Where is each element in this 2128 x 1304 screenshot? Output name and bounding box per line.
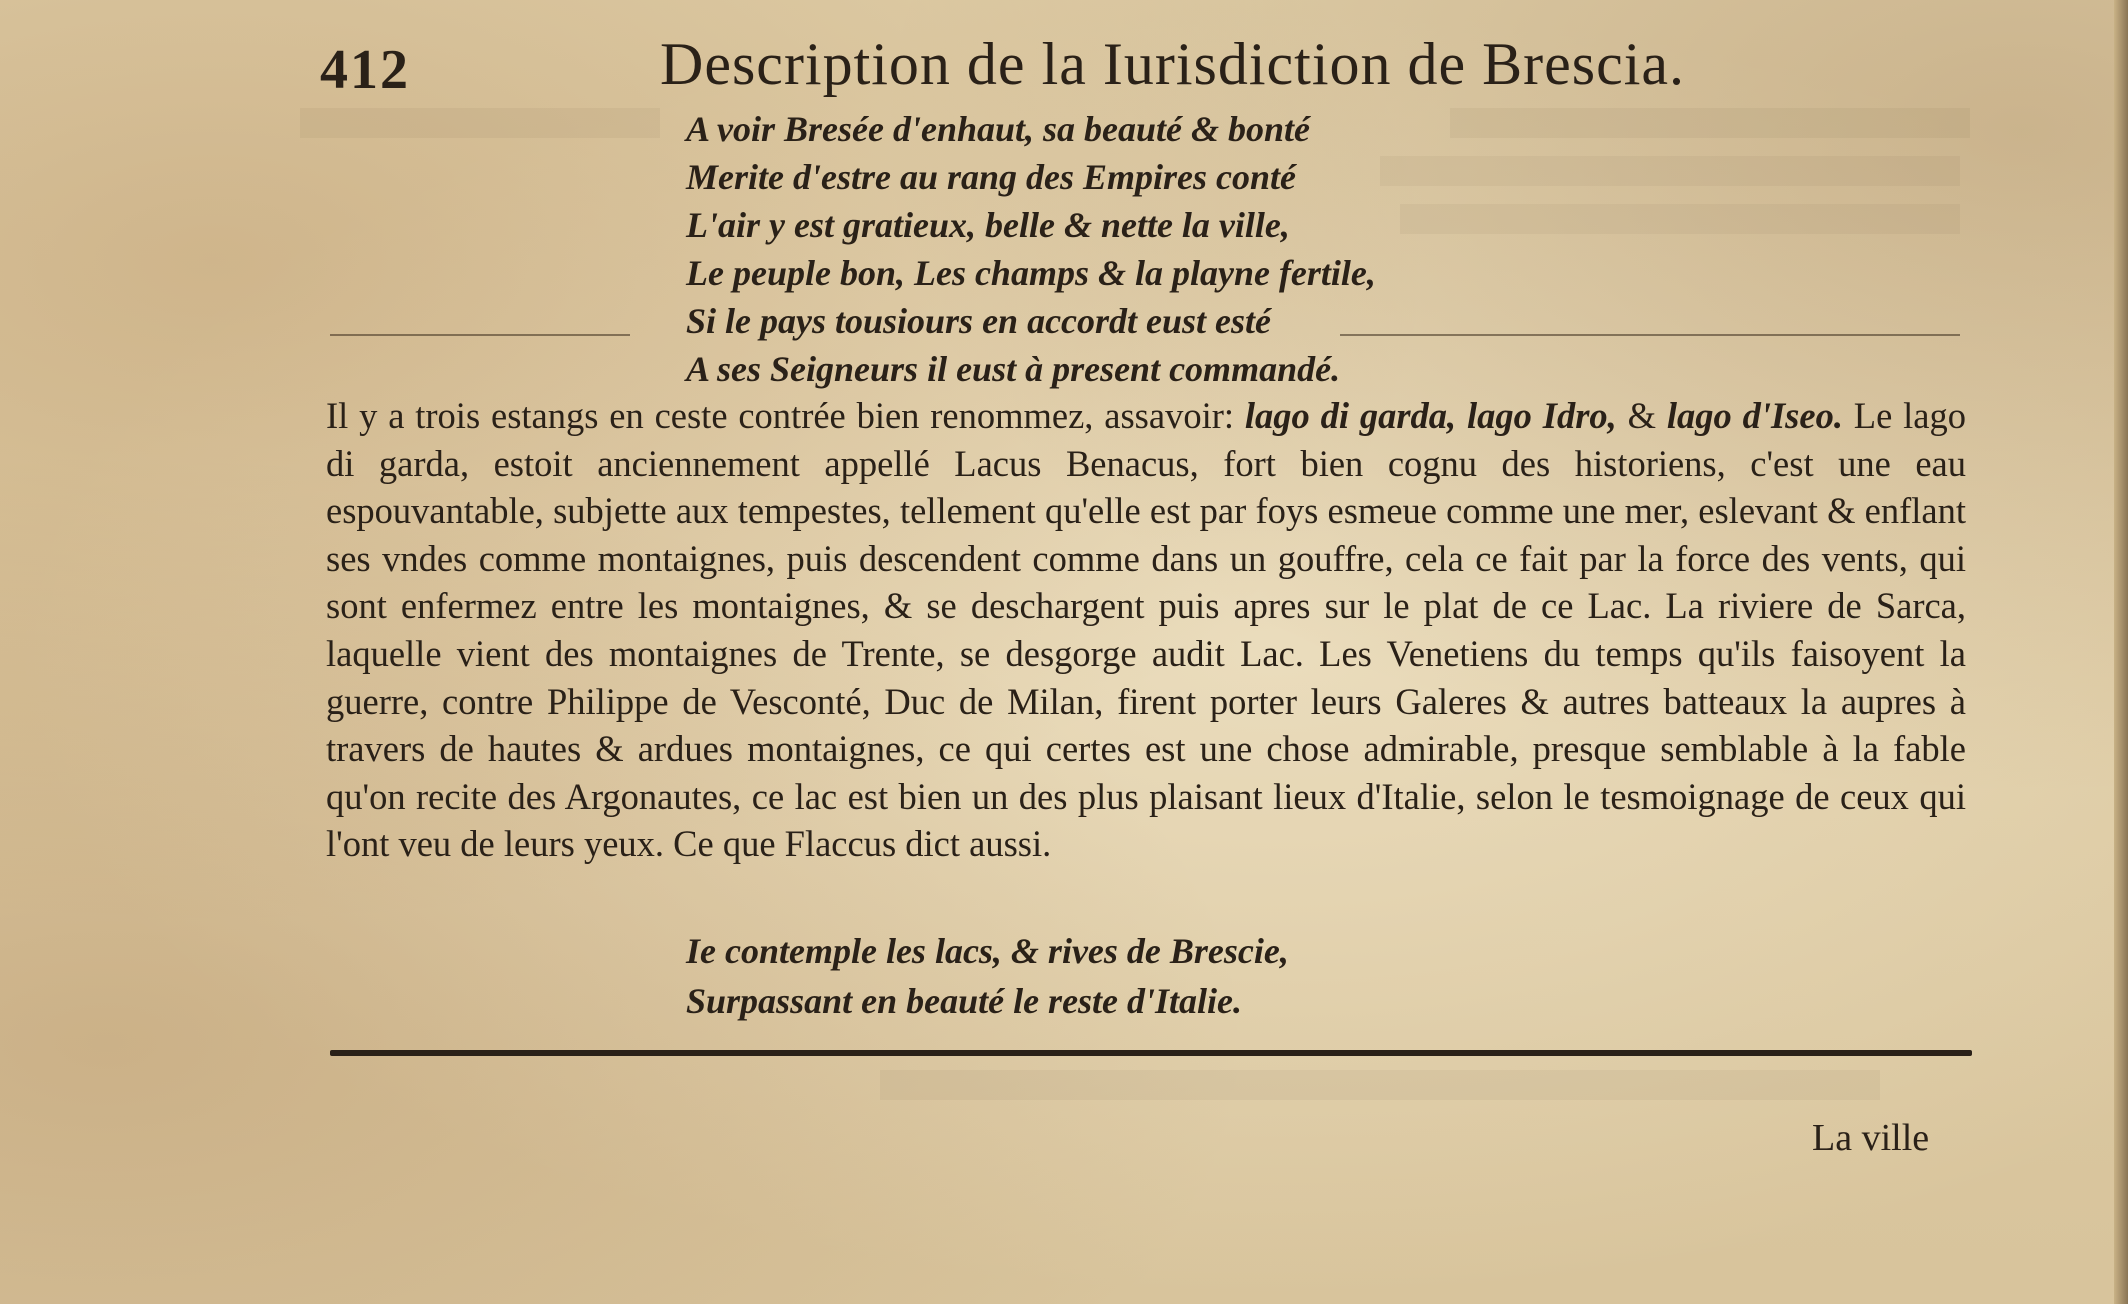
dashed-rule <box>1340 334 1960 336</box>
main-paragraph <box>326 392 1966 868</box>
section-divider <box>330 1050 1972 1056</box>
bleed-through-mark <box>880 1070 1880 1100</box>
catchword: La ville <box>1812 1117 1930 1159</box>
bleed-through-mark <box>300 108 660 138</box>
running-head <box>320 30 1686 110</box>
verse-line: Ie contemple les lacs, & rives de Brescie, <box>686 931 1289 971</box>
dashed-rule <box>330 334 630 336</box>
page-number: 412 <box>320 39 410 101</box>
lake-names: lago di garda, lago Idro, <box>1244 395 1628 436</box>
page-edge <box>2114 0 2128 1304</box>
paragraph-intro: Il y a trois estangs en ceste contrée bien renommez, assavoir: <box>326 395 1245 436</box>
verse-line: Si le pays tousiours en accordt eust esté <box>686 301 1272 341</box>
bleed-through-mark <box>1380 156 1960 186</box>
lake-names-conjunction: & <box>1627 395 1667 436</box>
lake-name-last: lago d'Iseo. <box>1666 395 1843 436</box>
paragraph-body: Le lago di garda, estoit anciennement appellé Lacus Benacus, fort bien cognu des historiens, c'est une eau espouvantable, subjette aux tempestes, tellement qu'elle est par foys esmeue comme une mer, eslevant & enflant ses vndes comme montaignes, puis descendent comme dans un gouffre, cela ce fait par la force des vents, qui sont enfermez entre les montaignes, & se deschargent puis apres sur le plat de ce Lac. La riviere de Sarca, laquelle vient des montaignes de Trente, se desgorge audit Lac. Les Venetiens du temps qu'ils faisoyent la guerre, contre Philippe de Vesconté, Duc de Milan, firent porter leurs Galeres & autres batteaux la aupres à travers de hautes & ardues montaignes, ce qui certes est une chose admirable, presque semblable à la fable qu'on recite des Argonautes, ce lac est bien un des plus plaisant lieux d'Italie, selon le tesmoignage de ceux qui l'ont veu de leurs yeux. Ce que Flaccus dict aussi. <box>326 395 1966 865</box>
verse-line: Surpassant en beauté le reste d'Italie. <box>686 981 1243 1021</box>
verse-line: A voir Bresée d'enhaut, sa beauté & bonté <box>686 109 1311 149</box>
page-title: Description de la Iurisdiction de Brescia. <box>660 31 1686 97</box>
verse-line: L'air y est gratieux, belle & nette la ville, <box>686 205 1290 245</box>
bleed-through-mark <box>1400 204 1960 234</box>
verse-line: A ses Seigneurs il eust à present commandé. <box>686 349 1341 389</box>
verse-line: Le peuple bon, Les champs & la playne fertile, <box>686 253 1376 293</box>
verse-line: Merite d'estre au rang des Empires conté <box>686 157 1296 197</box>
bleed-through-mark <box>1450 108 1970 138</box>
